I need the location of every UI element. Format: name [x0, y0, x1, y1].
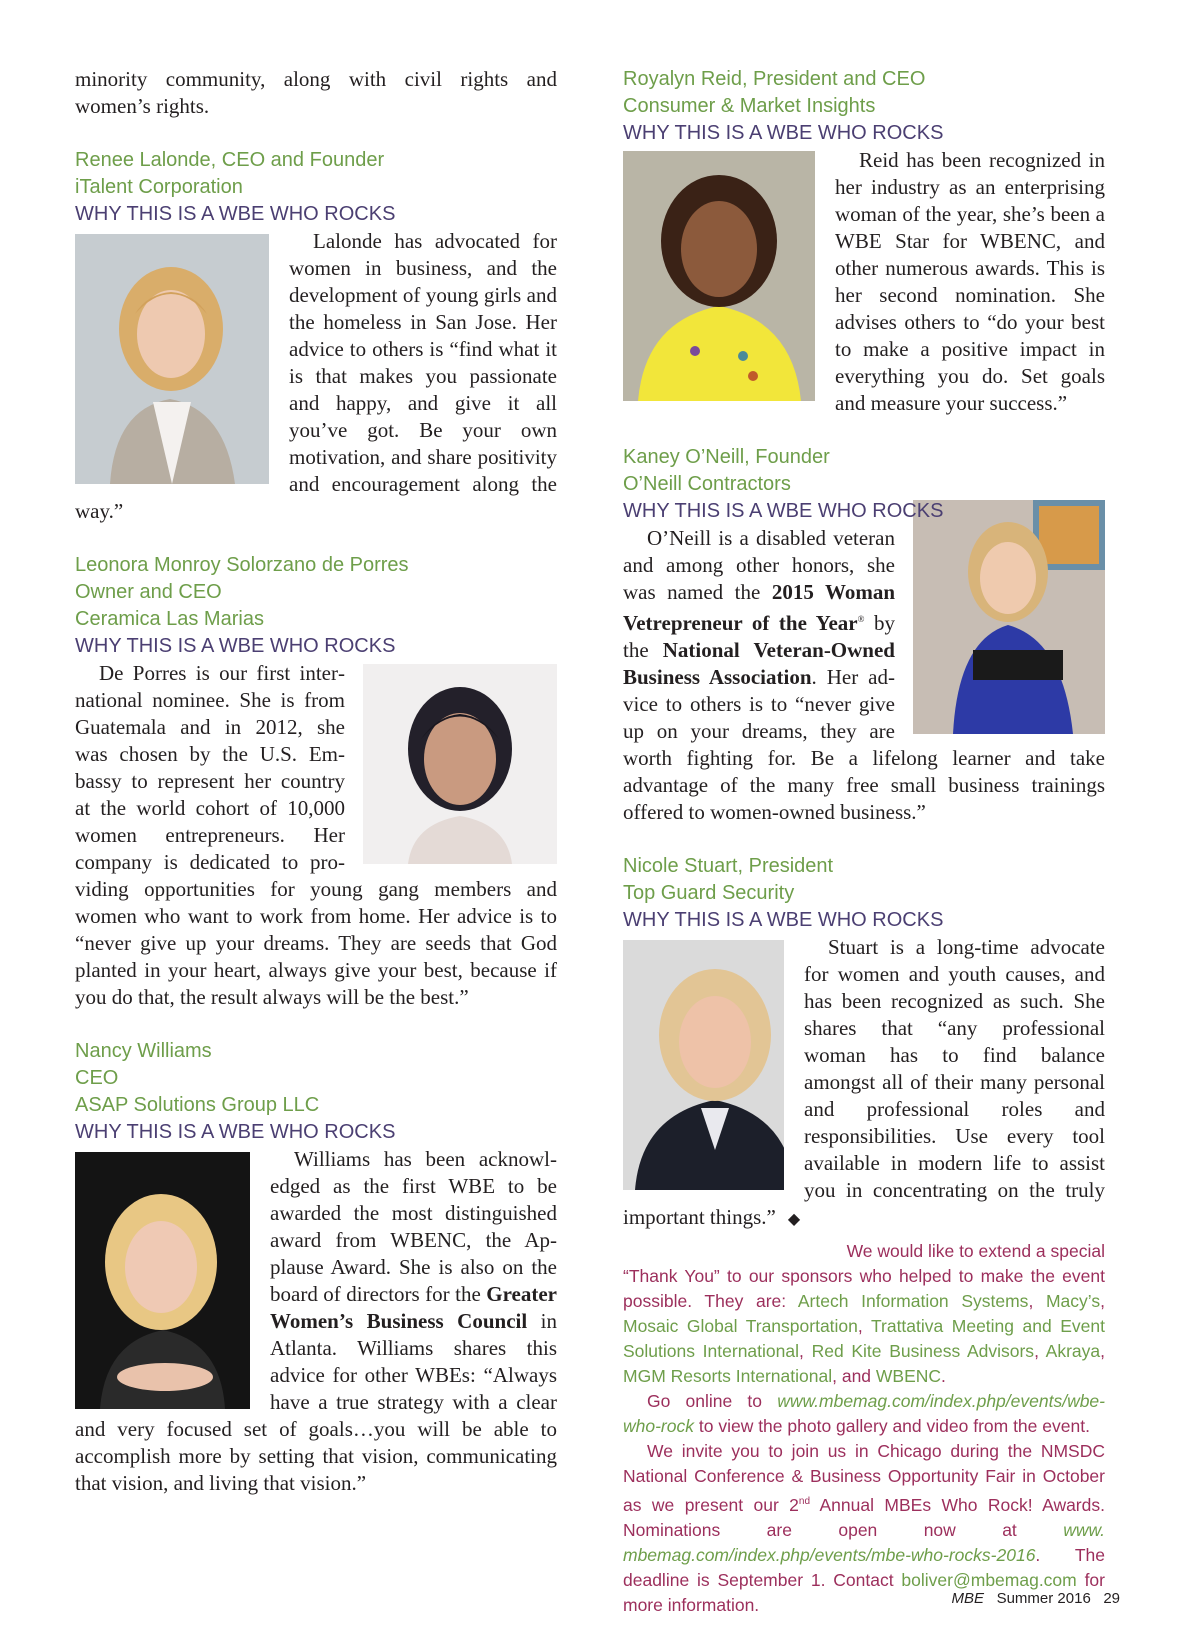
page-footer [952, 1590, 1120, 1607]
sponsor-artech: Artech Information Systems [797, 1291, 1029, 1311]
williams-why-heading: WHY THIS IS A WBE WHO ROCKS [75, 1121, 396, 1143]
magazine-name: MBE [951, 1590, 985, 1607]
stuart-company: Top Guard Security [623, 882, 795, 904]
oneill-body-part-2: by the [623, 611, 896, 662]
online-note [623, 1389, 1105, 1439]
sponsor-trattativa: Trattativa Meeting and Event Solutions International [623, 1316, 1105, 1361]
sponsors-line-1: We would like to extend a special [846, 1241, 1105, 1261]
oneill-profile [623, 444, 1105, 826]
left-column [75, 66, 557, 1497]
oneill-association-name: National Veteran-Owned Business Association [623, 638, 895, 689]
lalonde-body: Lalonde has advocated for women in business, and the development of young girls and the homeless in San Jose. Her advice to others is “find what it is that makes you passionate and happy, and give it all you’ve got. Be your own motivation, and share positivity and encouragement along the way.” [75, 229, 557, 523]
stuart-photo [599, 940, 784, 1190]
online-outro: to view the photo gallery and video from the event. [694, 1416, 1090, 1436]
sponsor-wbenc: WBENC [875, 1366, 942, 1386]
sponsor-akraya: Akraya [1045, 1341, 1101, 1361]
stuart-body [623, 934, 1105, 1233]
williams-body-part-2: in Atlanta. Williams shares this advice for other WBEs: “Always have a true strategy with a clear and very focused set of goals…you will be able to accomplish more by setting that vision, communicating that vision, and living that vision.” [75, 1309, 557, 1495]
invite-part-1: We invite you to join us in Chicago during the NMSDC National Conference & Business Opportunity Fair in October as we present our 2 [623, 1441, 1105, 1515]
reid-name-title: Royalyn Reid, President and CEO [623, 68, 926, 90]
sponsor-sep: , [1100, 1341, 1105, 1361]
williams-title: CEO [75, 1067, 119, 1089]
reid-photo [623, 151, 815, 401]
williams-body-part-1: Williams has been acknowledged as the first WBE to be awarded the most distinguished award from WBENC, the Applause Award. She is also on the board of directors for the [270, 1147, 557, 1306]
oneill-name-title: Kaney O’Neill, Founder [623, 446, 830, 468]
oneill-why-heading: WHY THIS IS A WBE WHO ROCKS [623, 500, 944, 522]
deporres-name: Leonora Monroy Solorzano de Porres [75, 554, 409, 576]
stuart-why-heading: WHY THIS IS A WBE WHO ROCKS [623, 909, 944, 931]
oneill-body-part-3: . Her advice to others is to “never give up on your dreams, they are worth fighting for. Be a lifelong learner and take advantage of the many free small business trainings offered to women-owned business.” [623, 665, 1105, 824]
sponsors-note [623, 1239, 1105, 1618]
sponsor-sep: , [1034, 1341, 1046, 1361]
lalonde-why-heading: WHY THIS IS A WBE WHO ROCKS [75, 203, 396, 225]
sponsor-sep: , [857, 1316, 871, 1336]
sponsor-macys: Macy’s [1045, 1291, 1101, 1311]
intro-paragraph: minority community, along with civil rights and women’s rights. [75, 67, 557, 118]
sponsor-mosaic: Mosaic Global Transportation [623, 1316, 858, 1336]
deporres-title: Owner and CEO [75, 581, 222, 603]
end-mark-icon: ◆ [787, 1211, 801, 1228]
sponsors-list [623, 1264, 1105, 1389]
oneill-body-part-1: O’Neill is a disabled veteran and among other honors, she was named the [623, 526, 895, 604]
lalonde-profile [75, 147, 557, 525]
issue-label: Summer 2016 [996, 1590, 1091, 1607]
deporres-body: De Porres is our first international nominee. She is from Guatemala and in 2012, she was chosen by the U.S. Embassy to represent her country at the world cohort of 10,000 women entrepreneurs. Her company is dedicated to providing opportunities for young gang members and women who want to work from home. Her advice is to “never give up your dreams. They are seeds that God planted in your heart, always give your best, because if you do that, the result always will be the best.” [75, 661, 557, 1009]
deporres-why-heading: WHY THIS IS A WBE WHO ROCKS [75, 635, 396, 657]
contact-email-link[interactable]: boliver@mbemag.com [901, 1569, 1077, 1590]
williams-name: Nancy Williams [75, 1040, 212, 1062]
oneill-award-name: 2015 Woman Vetrepreneur of the Year [623, 580, 895, 635]
oneill-company: O’Neill Contractors [623, 473, 791, 495]
reid-profile [623, 66, 1105, 417]
gallery-link[interactable]: www.mbemag.com/index.php/events/wbe-who-rock [623, 1391, 1105, 1436]
reid-body: Reid has been recognized in her industry as an enterprising woman of the year, she’s been a WBE Star for WBENC, and other numerous awards. This is her second nomination. She advises others to “do your best to make a positive impact in everything you do. Set goals and measure your success.” [835, 148, 1105, 415]
invite-part-4: for more information. [623, 1569, 1105, 1615]
stuart-profile [623, 853, 1105, 1233]
nominations-link[interactable]: www. mbemag.com/index.php/events/mbe-who-rocks-2016 [623, 1519, 1105, 1565]
lalonde-name-title: Renee Lalonde, CEO and Founder [75, 149, 385, 171]
online-intro: Go online to [647, 1391, 778, 1411]
deporres-profile [75, 552, 557, 1011]
oneill-registered-mark: ® [857, 614, 865, 624]
deporres-photo [363, 664, 557, 864]
deporres-company: Ceramica Las Marias [75, 608, 264, 630]
invite-ordinal: nd [798, 1496, 811, 1507]
sponsors-intro: “Thank You” to our sponsors who helped to make the event possible. They are: [623, 1266, 1105, 1311]
page-number: 29 [1103, 1590, 1120, 1607]
reid-why-heading: WHY THIS IS A WBE WHO ROCKS [623, 122, 944, 144]
sponsor-sep: , [1028, 1291, 1046, 1311]
stuart-name-title: Nicole Stuart, President [623, 855, 834, 877]
sponsor-period: . [941, 1366, 946, 1386]
williams-profile [75, 1038, 557, 1497]
sponsor-red-kite: Red Kite Business Advisors [811, 1341, 1035, 1361]
sponsor-sep: , [799, 1341, 812, 1361]
williams-company: ASAP Solutions Group LLC [75, 1094, 320, 1116]
sponsor-sep-and: , and [832, 1366, 876, 1386]
reid-company: Consumer & Market Insights [623, 95, 876, 117]
lalonde-photo [75, 234, 269, 484]
oneill-photo [913, 500, 1105, 734]
sponsor-sep: , [1100, 1291, 1105, 1311]
williams-body-council: Greater Women’s Business Council [270, 1282, 557, 1333]
williams-photo [75, 1152, 250, 1409]
invite-part-2: Annual MBEs Who Rock! Awards. Nominations are open now at [623, 1494, 1105, 1540]
lalonde-company: iTalent Corporation [75, 176, 243, 198]
sponsor-mgm: MGM Resorts International [623, 1366, 833, 1386]
invite-part-3: . The deadline is September 1. Contact [623, 1544, 1105, 1590]
stuart-body-text: Stuart is a long-time advocate for women and youth causes, and has been recognized as such. She shares that “any professional woman has to find balance amongst all of their many personal and professional roles and responsibilities. Use every tool available in modern life to assist you in concentrating on the truly important things.” [623, 935, 1105, 1229]
right-column [623, 66, 1105, 1618]
